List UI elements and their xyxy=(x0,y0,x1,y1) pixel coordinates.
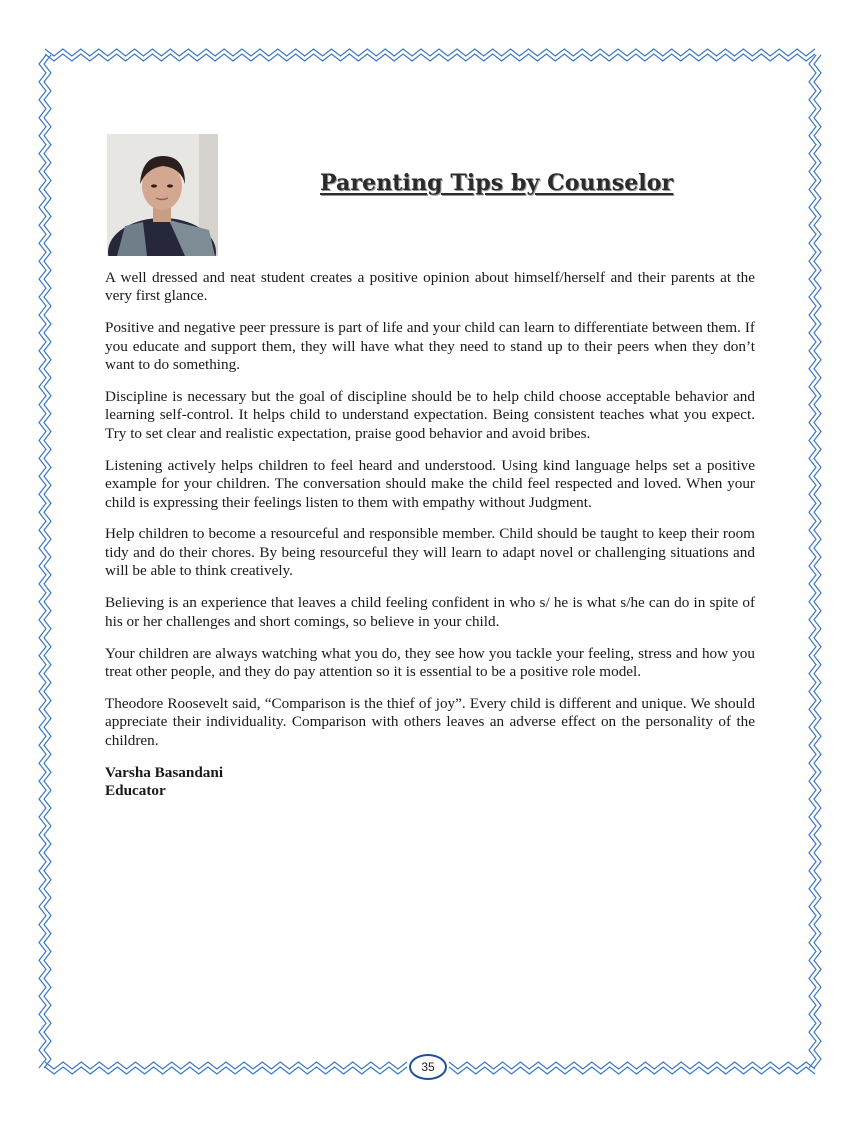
page-number-badge: 35 xyxy=(409,1054,447,1080)
page-title: Parenting Tips by Counselor xyxy=(320,170,674,196)
author-role: Educator xyxy=(105,781,166,799)
paragraph: A well dressed and neat student creates a positive opinion about himself/herself and their parents at the very first glance. xyxy=(105,269,755,305)
paragraph: Listening actively helps children to feel heard and understood. Using kind language helps set a positive example for your children. The conversation should make the child feel respected and loved. When your child is expressing their feelings listen to them with empathy without Judgment. xyxy=(105,456,755,511)
paragraph: Believing is an experience that leaves a child feeling confident in who s/ he is what s/he can do in spite of his or her challenges and short comings, so believe in your child. xyxy=(105,594,755,630)
paragraph: Your children are always watching what you do, they see how you tackle your feeling, stress and how you treat other people, and they do pay attention so it is essential to be a positive role model. xyxy=(105,644,755,680)
paragraph: Theodore Roosevelt said, “Comparison is the thief of joy”. Every child is different and unique. We should appreciate their individuality. Comparison with others leaves an adverse effect on the personality of the children. xyxy=(105,694,755,749)
article-body xyxy=(105,269,755,800)
paragraph: Discipline is necessary but the goal of discipline should be to help child choose acceptable behavior and learning self-control. It helps child to understand expectation. Being consistent teaches what you expect. Try to set clear and realistic expectation, praise good behavior and avoid bribes. xyxy=(105,388,755,442)
border-zigzag-line xyxy=(45,1067,407,1074)
counselor-photo xyxy=(107,134,218,256)
border-zigzag-line xyxy=(45,49,815,56)
paragraph: Help children to become a resourceful and responsible member. Child should be taught to keep their room tidy and do their chores. By being resourceful they will learn to adapt novel or challenging situations and will be able to think creatively. xyxy=(105,525,755,580)
border-zigzag-line xyxy=(45,1062,407,1069)
author-name: Varsha Basandani xyxy=(105,763,224,781)
paragraph: Positive and negative peer pressure is part of life and your child can learn to differentiate between them. If you educate and support them, they will have what they need to stand up to their peers when they don’t want to do something. xyxy=(105,319,755,374)
